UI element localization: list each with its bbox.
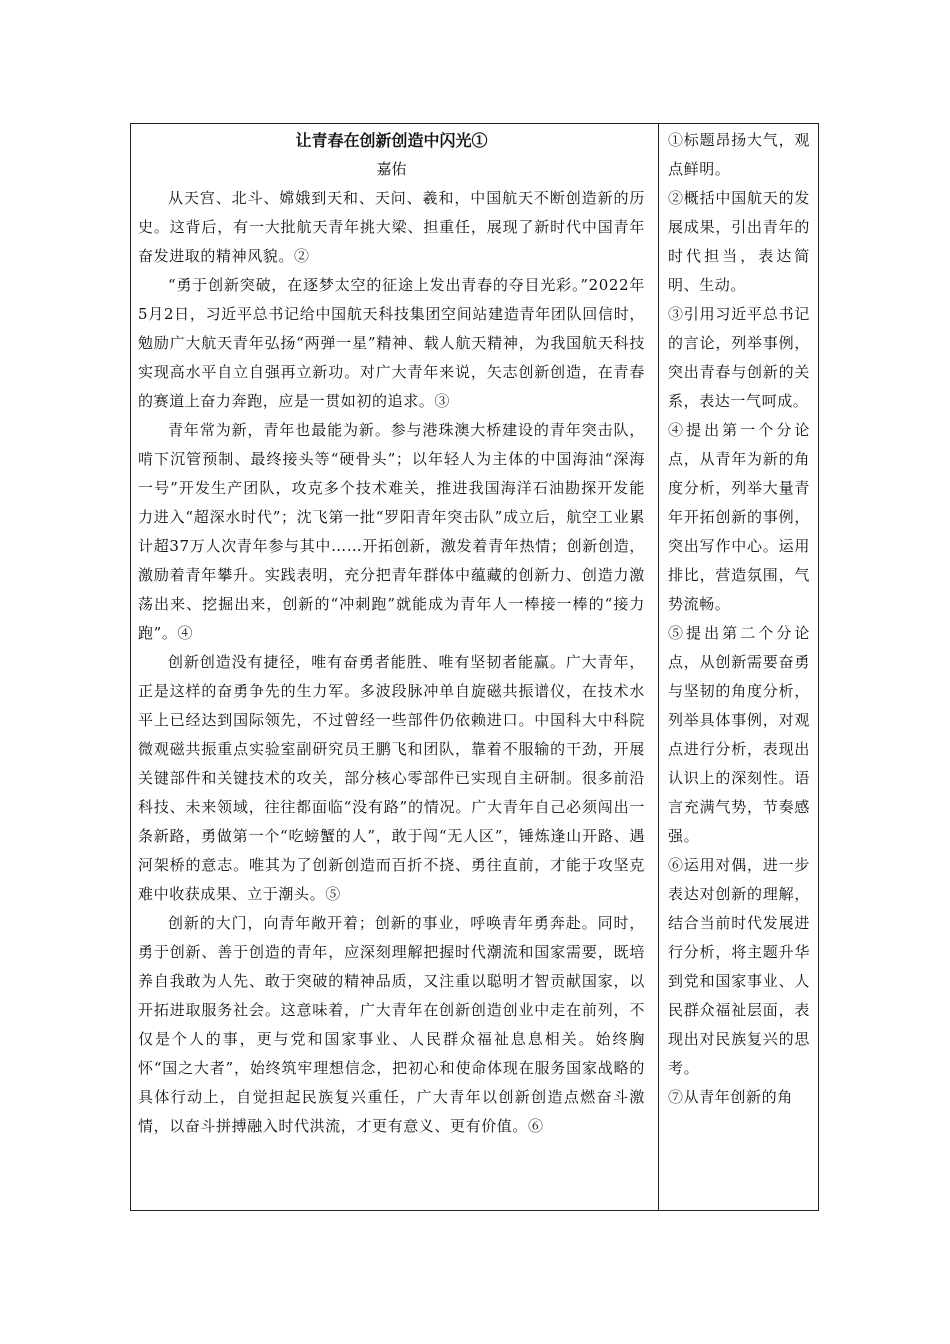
annotation-7: ⑦从青年创新的角 [668, 1088, 793, 1106]
annotation-column [668, 126, 810, 1112]
annotation-4: ④提出第一个分论点，从青年为新的角度分析，列举大量青年开拓创新的事例，突出写作中心。运用排比，营造氛围，气势流畅。 [668, 421, 810, 613]
article-paragraph: 青年常为新，青年也最能为新。参与港珠澳大桥建设的青年突击队，啃下沉管预制、最终接头等“硬骨头”；以年轻人为主体的中国海油“深海一号”开发生产团队，攻克多个技术难关，推进我国海洋石油勘探开发能力进入“超深水时代”；沈飞第一批“罗阳青年突击队”成立后，航空工业累计超37万人次青年参与其中……开拓创新，激发着青年热情；创新创造，激励着青年攀升。实践表明，充分把青年群体中蕴藏的创新力、创造力激荡出来、挖掘出来，创新的“冲刺跑”就能成为青年人一棒接一棒的“接力跑”。④ [138, 421, 645, 642]
article-paragraph: 创新的大门，向青年敞开着；创新的事业，呼唤青年勇奔赴。同时，勇于创新、善于创造的青年，应深刻理解把握时代潮流和国家需要，既培养自我敢为人先、敢于突破的精神品质，又注重以聪明才智贡献国家，以开拓进取服务社会。这意味着，广大青年在创新创造创业中走在前列，不仅是个人的事，更与党和国家事业、人民群众福祉息息相关。始终胸怀“国之大者”，始终筑牢理想信念，把初心和使命体现在服务国家战略的具体行动上，自觉担起民族复兴重任，广大青年以创新创造点燃奋斗激情，以奋斗拼搏融入时代洪流，才更有意义、更有价值。⑥ [138, 914, 645, 1135]
article-title: 让青春在创新创造中闪光① [295, 131, 488, 150]
annotation-6: ⑥运用对偶，进一步表达对创新的理解，结合当前时代发展进行分析，将主题升华到党和国家事业、人民群众福祉层面，表现出对民族复兴的思考。 [668, 856, 810, 1077]
annotation-2: ②概括中国航天的发展成果，引出青年的时代担当，表达简明、生动。 [668, 189, 810, 294]
article-paragraph: 创新创造没有捷径，唯有奋勇者能胜、唯有坚韧者能赢。广大青年，正是这样的奋勇争先的生力军。多波段脉冲单自旋磁共振谱仪，在技术水平上已经达到国际领先，不过曾经一些部件仍依赖进口。中国科大中科院微观磁共振重点实验室副研究员王鹏飞和团队，靠着不服输的干劲，开展关键部件和关键技术的攻关，部分核心零部件已实现自主研制。很多前沿科技、未来领域，往往都面临“没有路”的情况。广大青年自己必须闯出一条新路，勇做第一个“吃螃蟹的人”，敢于闯“无人区”，锤炼逢山开路、遇河架桥的意志。唯其为了创新创造而百折不挠、勇往直前，才能于攻坚克难中收获成果、立于潮头。⑤ [138, 653, 645, 903]
annotation-5: ⑤提出第二个分论点，从创新需要奋勇与坚韧的角度分析，列举具体事例，对观点进行分析，表现出认识上的深刻性。语言充满气势，节奏感强。 [668, 624, 810, 845]
annotation-1: ①标题昂扬大气，观点鲜明。 [668, 131, 810, 178]
article-author: 嘉佑 [376, 160, 407, 178]
article-column [138, 126, 645, 1141]
column-divider [658, 123, 659, 1211]
article-paragraph: 从天宫、北斗、嫦娥到天和、天问、羲和，中国航天不断创造新的历史。这背后，有一大批航天青年挑大梁、担重任，展现了新时代中国青年奋发进取的精神风貌。② [138, 189, 645, 265]
article-paragraph: “勇于创新突破，在逐梦太空的征途上发出青春的夺目光彩。”2022年5月2日，习近平总书记给中国航天科技集团空间站建造青年团队回信时，勉励广大航天青年弘扬“两弹一星”精神、载人航天精神，为我国航天科技实现高水平自立自强再立新功。对广大青年来说，矢志创新创造，在青春的赛道上奋力奔跑，应是一贯如初的追求。③ [138, 276, 645, 410]
annotation-3: ③引用习近平总书记的言论，列举事例，突出青春与创新的关系，表达一气呵成。 [668, 305, 810, 410]
